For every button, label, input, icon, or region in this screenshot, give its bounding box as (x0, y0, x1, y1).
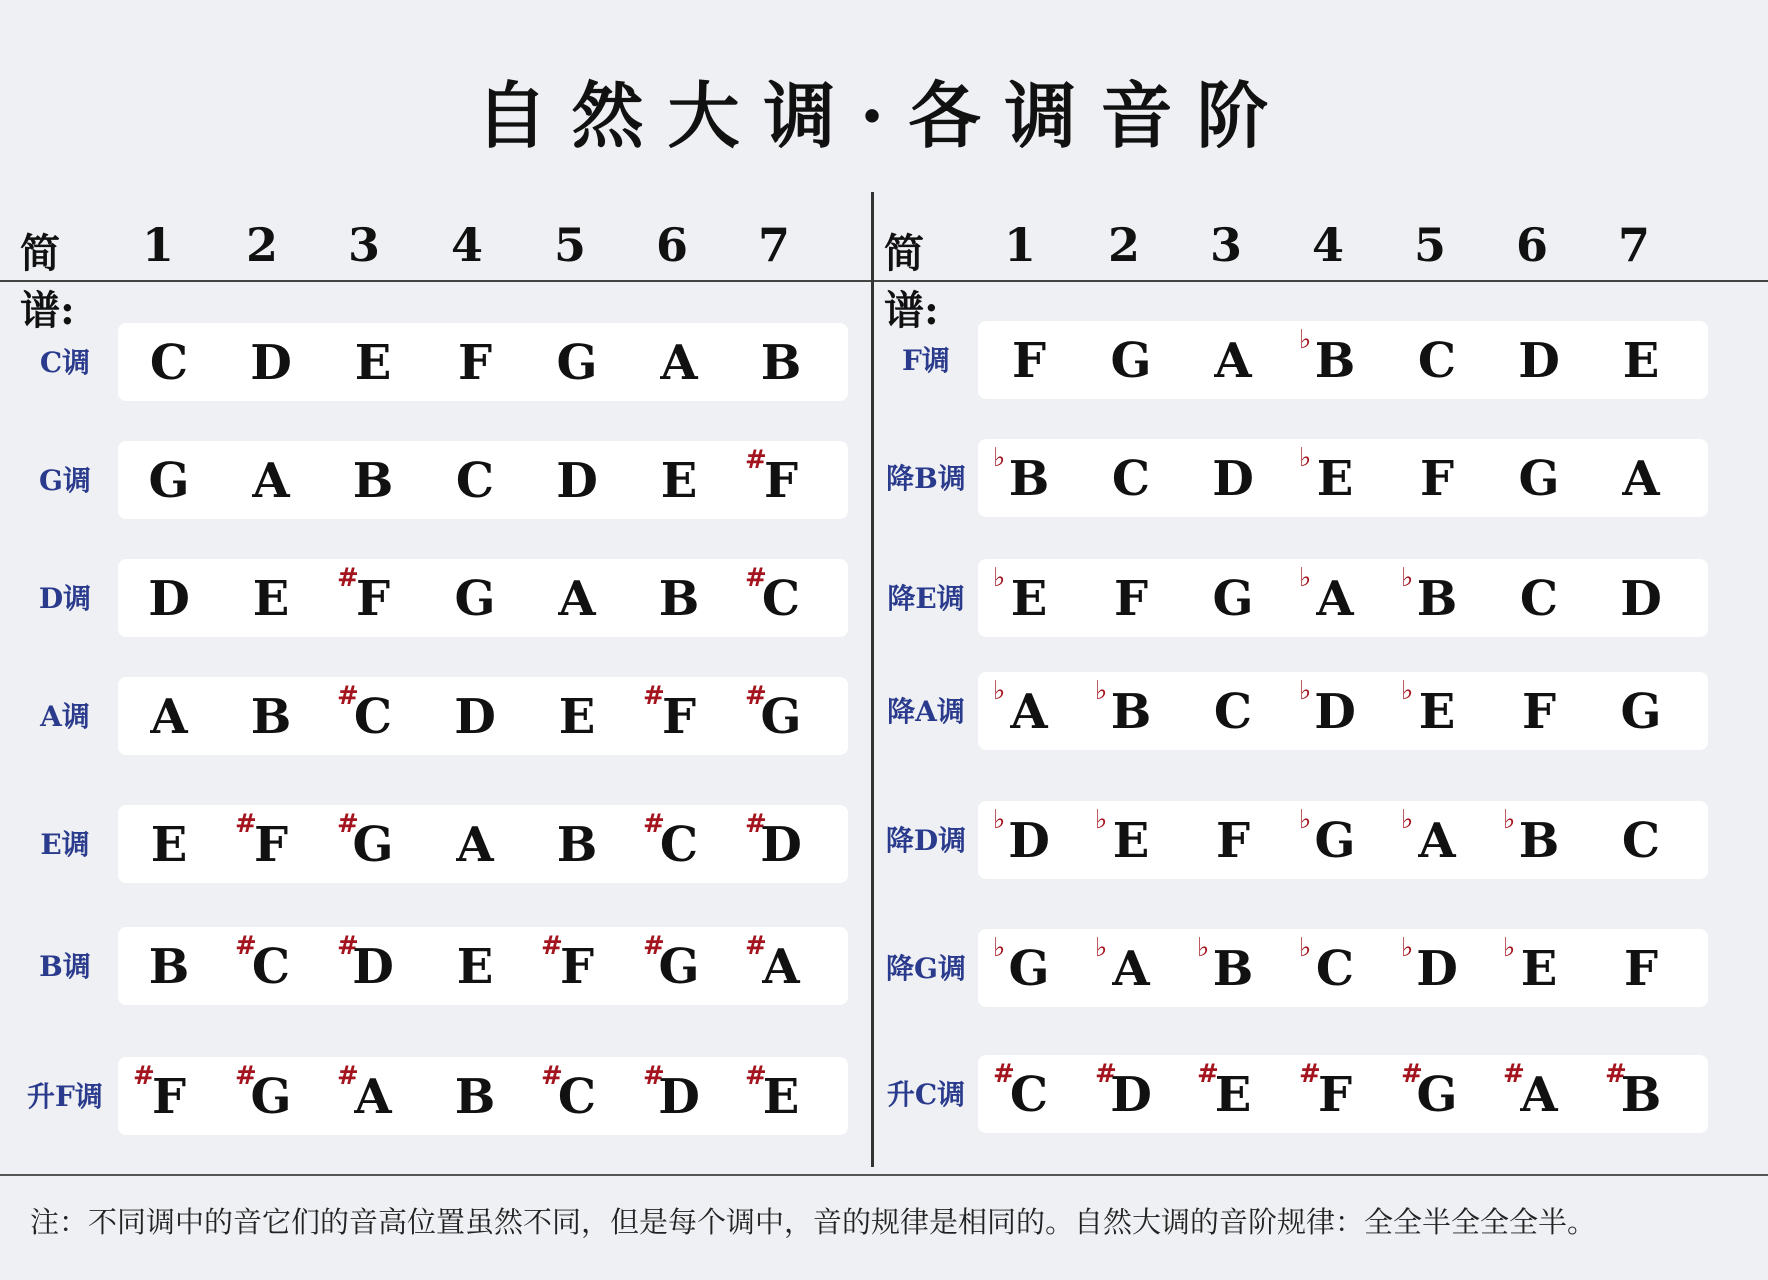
note-letter: A (1112, 941, 1150, 997)
scale-note (1193, 811, 1273, 871)
note-letter: F (253, 817, 289, 873)
note-letter: D (1620, 571, 1662, 627)
note-letter: G (1620, 684, 1662, 740)
sharp-icon: # (235, 809, 257, 839)
note-letter: E (252, 571, 290, 627)
note-letter: B (1212, 941, 1254, 997)
note-letter: A (150, 689, 188, 745)
scale-note (1601, 939, 1681, 999)
sharp-icon: # (745, 681, 767, 711)
note-letter: B (1416, 571, 1458, 627)
flat-icon: ♭ (1197, 933, 1210, 963)
flat-icon: ♭ (993, 563, 1006, 593)
note-letter: F (559, 939, 595, 995)
sharp-icon: # (1605, 1059, 1627, 1089)
note-letter: F (1317, 1067, 1353, 1123)
note-letter: D (658, 1069, 700, 1125)
key-row (0, 1055, 1768, 1133)
note-letter: D (148, 571, 190, 627)
flat-icon: ♭ (1299, 676, 1312, 706)
sharp-icon: # (541, 931, 563, 961)
header-divider-right (874, 280, 1768, 282)
key-row (0, 321, 1768, 399)
key-row (0, 559, 1768, 637)
scale-note (1295, 676, 1375, 742)
note-letter: G (1110, 333, 1152, 389)
sharp-icon: # (235, 931, 257, 961)
note-letter: C (1417, 333, 1457, 389)
note-letter: A (1316, 571, 1354, 627)
note-letter: C (455, 453, 495, 509)
note-letter: D (556, 453, 598, 509)
key-row (0, 801, 1768, 879)
sharp-icon: # (337, 931, 359, 961)
sharp-icon: # (643, 1061, 665, 1091)
footer-divider (0, 1174, 1768, 1176)
note-letter: C (659, 817, 699, 873)
sharp-icon: # (1095, 1059, 1117, 1089)
scale-note (1193, 933, 1273, 999)
note-letter: D (1008, 813, 1050, 869)
flat-icon: ♭ (993, 676, 1006, 706)
flat-icon: ♭ (1401, 563, 1414, 593)
key-name: A调 (40, 700, 90, 733)
key-row (0, 929, 1768, 1007)
note-letter: F (763, 453, 799, 509)
scale-note (1397, 933, 1477, 999)
key-name: 降E调 (887, 582, 965, 615)
note-letter: F (1521, 684, 1557, 740)
note-letter: C (557, 1069, 597, 1125)
degree-number: 6 (655, 218, 688, 272)
scale-note (1499, 1059, 1579, 1125)
note-letter: A (1622, 451, 1660, 507)
note-letter: B (556, 817, 598, 873)
sharp-icon: # (643, 931, 665, 961)
note-letter: B (1110, 684, 1152, 740)
flat-icon: ♭ (1401, 676, 1414, 706)
scale-note (1295, 443, 1375, 509)
note-letter: A (252, 453, 290, 509)
key-row (0, 439, 1768, 517)
note-letter: D (1416, 941, 1458, 997)
scale-note (1295, 563, 1375, 629)
note-letter: C (1519, 571, 1559, 627)
note-letter: D (352, 939, 394, 995)
scale-note (989, 331, 1069, 391)
sharp-icon: # (337, 809, 359, 839)
key-name: 降A调 (887, 695, 965, 728)
flat-icon: ♭ (1299, 443, 1312, 473)
note-letter: D (1212, 451, 1254, 507)
key-name: 升C调 (886, 1078, 966, 1111)
sharp-icon: # (133, 1061, 155, 1091)
header-label: 简谱: (884, 230, 939, 334)
flat-icon: ♭ (1299, 805, 1312, 835)
note-letter: C (149, 335, 189, 391)
note-letter: A (354, 1069, 392, 1125)
key-name: E调 (40, 828, 90, 861)
note-letter: F (457, 335, 493, 391)
note-letter: C (1621, 813, 1661, 869)
sharp-icon: # (745, 809, 767, 839)
degree-number: 5 (553, 218, 586, 272)
scale-note (1295, 805, 1375, 871)
note-letter: B (1008, 451, 1050, 507)
note-letter: A (660, 335, 698, 391)
note-letter: G (352, 817, 394, 873)
scale-note (1601, 449, 1681, 509)
scale-note (1397, 805, 1477, 871)
flat-icon: ♭ (1299, 933, 1312, 963)
sharp-icon: # (745, 1061, 767, 1091)
note-letter: F (1623, 941, 1659, 997)
note-letter: C (353, 689, 393, 745)
note-letter: A (1520, 1067, 1558, 1123)
flat-icon: ♭ (1095, 676, 1108, 706)
flat-icon: ♭ (1503, 933, 1516, 963)
note-letter: G (1518, 451, 1560, 507)
note-letter: G (1314, 813, 1356, 869)
sharp-icon: # (745, 931, 767, 961)
scale-note (1091, 805, 1171, 871)
header-label: 简谱: (20, 230, 75, 334)
scale-note (1397, 449, 1477, 509)
note-letter: A (1010, 684, 1048, 740)
sharp-icon: # (993, 1059, 1015, 1089)
note-letter: A (456, 817, 494, 873)
note-letter: E (456, 939, 494, 995)
note-letter: D (1518, 333, 1560, 389)
scale-note (1397, 1059, 1477, 1125)
sharp-icon: # (337, 1061, 359, 1091)
degree-number: 6 (1515, 218, 1548, 272)
degree-number: 4 (1311, 218, 1344, 272)
flat-icon: ♭ (993, 805, 1006, 835)
key-name: F调 (902, 344, 950, 377)
scale-note (989, 1059, 1069, 1125)
scale-note (1601, 811, 1681, 871)
note-letter: D (250, 335, 292, 391)
flat-icon: ♭ (1299, 563, 1312, 593)
note-letter: C (761, 571, 801, 627)
scale-note (1499, 569, 1579, 629)
degree-number: 3 (1209, 218, 1242, 272)
note-letter: G (658, 939, 700, 995)
scale-note (1295, 933, 1375, 999)
sharp-icon: # (1401, 1059, 1423, 1089)
scale-note (989, 676, 1069, 742)
note-letter: E (354, 335, 392, 391)
note-letter: B (352, 453, 394, 509)
sharp-icon: # (1197, 1059, 1219, 1089)
note-letter: F (355, 571, 391, 627)
note-letter: E (1214, 1067, 1252, 1123)
key-name: C调 (39, 346, 91, 379)
degree-number: 7 (757, 218, 790, 272)
sharp-icon: # (337, 681, 359, 711)
scale-note (1091, 1059, 1171, 1125)
key-name: 降B调 (886, 462, 966, 495)
scale-note (1091, 331, 1171, 391)
degree-number: 5 (1413, 218, 1446, 272)
sharp-icon: # (541, 1061, 563, 1091)
degree-number: 3 (347, 218, 380, 272)
flat-icon: ♭ (1401, 805, 1414, 835)
note-letter: G (250, 1069, 292, 1125)
flat-icon: ♭ (1095, 805, 1108, 835)
flat-icon: ♭ (1401, 933, 1414, 963)
sharp-icon: # (643, 809, 665, 839)
flat-icon: ♭ (1299, 325, 1312, 355)
scale-note (1193, 331, 1273, 391)
scale-note (1499, 331, 1579, 391)
flat-icon: ♭ (1095, 933, 1108, 963)
scale-note (1295, 1059, 1375, 1125)
key-name: 升F调 (27, 1080, 103, 1113)
note-letter: G (556, 335, 598, 391)
note-letter: G (1212, 571, 1254, 627)
scale-note (1499, 933, 1579, 999)
note-letter: F (1419, 451, 1455, 507)
note-letter: F (1011, 333, 1047, 389)
note-letter: E (150, 817, 188, 873)
scale-note (989, 933, 1069, 999)
note-letter: E (660, 453, 698, 509)
note-letter: D (1314, 684, 1356, 740)
note-letter: B (454, 1069, 496, 1125)
note-letter: B (1314, 333, 1356, 389)
scale-note (1193, 569, 1273, 629)
flat-icon: ♭ (1503, 805, 1516, 835)
note-letter: B (1620, 1067, 1662, 1123)
note-letter: E (1010, 571, 1048, 627)
key-row (0, 672, 1768, 750)
flat-icon: ♭ (993, 443, 1006, 473)
note-letter: C (1009, 1067, 1049, 1123)
note-letter: A (1214, 333, 1252, 389)
note-letter: G (1416, 1067, 1458, 1123)
scale-note (1091, 933, 1171, 999)
key-name: G调 (39, 464, 91, 497)
degree-number: 2 (1107, 218, 1140, 272)
sharp-icon: # (643, 681, 665, 711)
note-letter: E (1520, 941, 1558, 997)
note-letter: D (454, 689, 496, 745)
note-letter: G (454, 571, 496, 627)
degree-number: 7 (1617, 218, 1650, 272)
sharp-icon: # (1503, 1059, 1525, 1089)
note-letter: A (558, 571, 596, 627)
note-letter: E (1112, 813, 1150, 869)
note-letter: D (1110, 1067, 1152, 1123)
note-letter: B (250, 689, 292, 745)
note-letter: C (1315, 941, 1355, 997)
note-letter: B (1518, 813, 1560, 869)
degree-number: 4 (450, 218, 483, 272)
scale-note (1193, 682, 1273, 742)
key-name: 降G调 (886, 952, 966, 985)
note-letter: C (251, 939, 291, 995)
note-letter: F (151, 1069, 187, 1125)
note-letter: A (1418, 813, 1456, 869)
sharp-icon: # (337, 563, 359, 593)
note-letter: B (760, 335, 802, 391)
note-letter: E (1622, 333, 1660, 389)
scale-note (1499, 449, 1579, 509)
scale-note (1193, 1059, 1273, 1125)
note-letter: G (760, 689, 802, 745)
scale-note (1397, 676, 1477, 742)
degree-number: 1 (1003, 218, 1036, 272)
key-name: 降D调 (885, 824, 967, 857)
scale-note (1601, 1059, 1681, 1125)
page-title: 自然大调·各调音阶 (475, 73, 1293, 158)
scale-note (989, 443, 1069, 509)
note-letter: E (1418, 684, 1456, 740)
note-letter: B (148, 939, 190, 995)
note-letter: F (1113, 571, 1149, 627)
note-letter: E (1316, 451, 1354, 507)
note-letter: F (661, 689, 697, 745)
note-letter: E (762, 1069, 800, 1125)
scale-note (1091, 676, 1171, 742)
note-letter: G (1008, 941, 1050, 997)
degree-number: 2 (245, 218, 278, 272)
header-divider-left (0, 280, 871, 282)
note-letter: E (558, 689, 596, 745)
scale-note (1091, 569, 1171, 629)
scale-note (989, 805, 1069, 871)
scale-note (1499, 805, 1579, 871)
scale-note (1295, 325, 1375, 391)
scale-note (1193, 449, 1273, 509)
sharp-icon: # (1299, 1059, 1321, 1089)
scale-note (1091, 449, 1171, 509)
note-letter: G (148, 453, 190, 509)
note-letter: C (1111, 451, 1151, 507)
note-letter: B (658, 571, 700, 627)
flat-icon: ♭ (993, 933, 1006, 963)
note-letter: D (760, 817, 802, 873)
scale-note (1601, 331, 1681, 391)
scale-note (1397, 331, 1477, 391)
key-name: B调 (39, 950, 91, 983)
scale-note (1601, 569, 1681, 629)
note-letter: F (1215, 813, 1251, 869)
degree-number: 1 (141, 218, 174, 272)
sharp-icon: # (235, 1061, 257, 1091)
key-name: D调 (38, 582, 92, 615)
footnote: 注：不同调中的音它们的音高位置虽然不同，但是每个调中，音的规律是相同的。自然大调的音阶规律：全全半全全全半。 (30, 1205, 1597, 1239)
scale-note (1601, 682, 1681, 742)
scale-note (989, 563, 1069, 629)
scale-note (1499, 682, 1579, 742)
note-letter: A (762, 939, 800, 995)
sharp-icon: # (745, 563, 767, 593)
sharp-icon: # (745, 445, 767, 475)
scale-note (1397, 563, 1477, 629)
note-letter: C (1213, 684, 1253, 740)
